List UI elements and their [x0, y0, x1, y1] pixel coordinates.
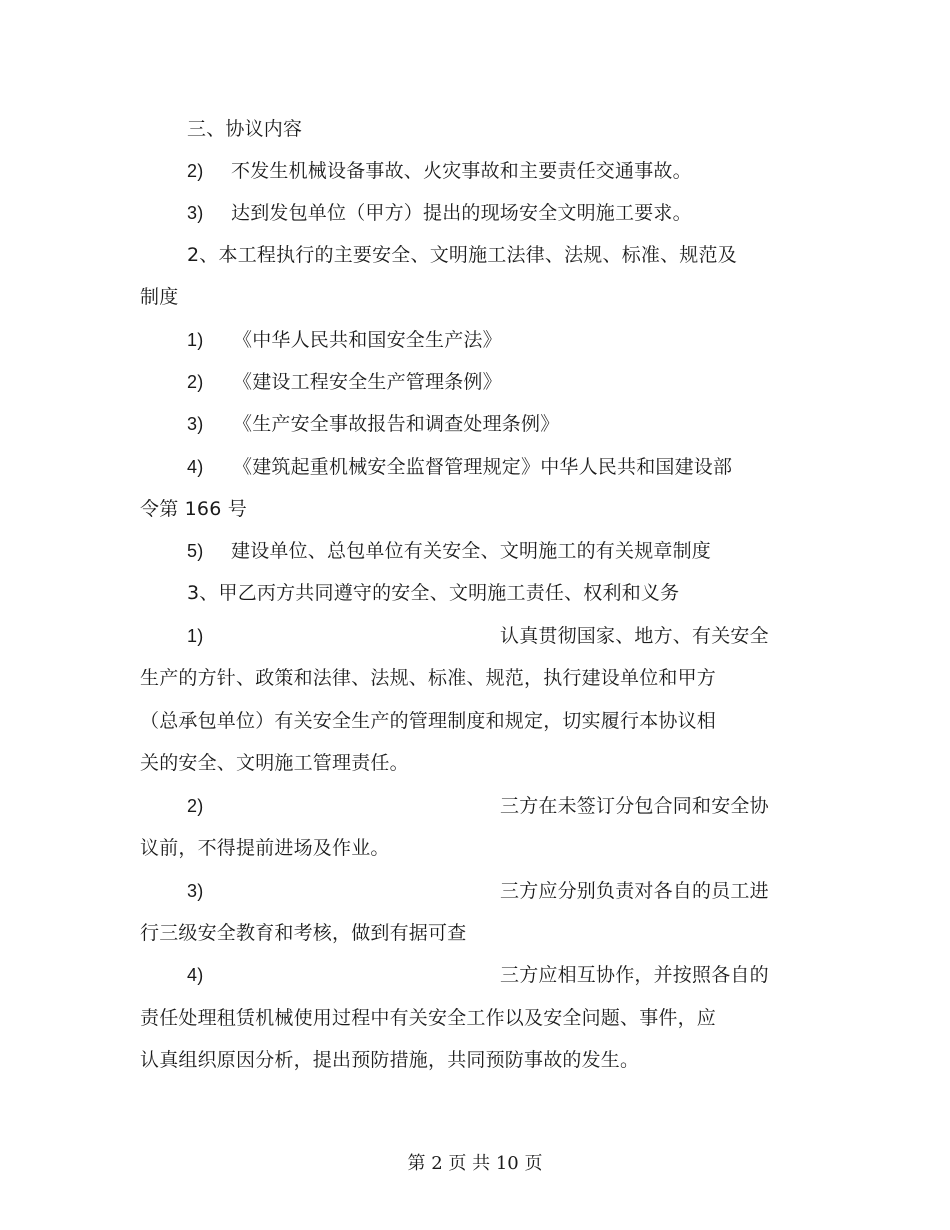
item-number: 4): [187, 457, 204, 477]
item-number: 3): [187, 881, 204, 901]
item-number: 1): [187, 330, 204, 350]
line-text: 达到发包单位（甲方）提出的现场安全文明施工要求。: [231, 202, 692, 224]
paragraph-line: [140, 836, 390, 860]
paragraph-line: [140, 497, 247, 521]
line-text: 《建筑起重机械安全监督管理规定》中华人民共和国建设部: [233, 456, 733, 478]
page-footer: 第 2 页 共 10 页: [407, 1153, 543, 1174]
list-item: [187, 624, 769, 648]
line-text: 《生产安全事故报告和调查处理条例》: [233, 413, 560, 435]
list-item: [187, 963, 769, 987]
line-text: 2、本工程执行的主要安全、文明施工法律、法规、标准、规范及: [187, 244, 737, 266]
section-heading: [187, 117, 302, 141]
line-text: 《中华人民共和国安全生产法》: [233, 329, 502, 351]
paragraph-line: [140, 921, 466, 945]
list-item: [187, 201, 692, 225]
line-text: （总承包单位）有关安全生产的管理制度和规定，切实履行本协议相: [140, 710, 717, 732]
section-heading: [187, 243, 737, 267]
item-number: 3): [187, 203, 204, 223]
list-item: [187, 539, 711, 563]
list-item: [187, 328, 502, 352]
line-text: 认真组织原因分析，提出预防措施，共同预防事故的发生。: [140, 1049, 640, 1071]
line-text: 制度: [140, 286, 179, 308]
list-item: [187, 794, 769, 818]
line-text: 《建设工程安全生产管理条例》: [233, 371, 502, 393]
line-text: 生产的方针、政策和法律、法规、标准、规范，执行建设单位和甲方: [140, 667, 717, 689]
line-text: 责任处理租赁机械使用过程中有关安全工作以及安全问题、事件，应: [140, 1007, 717, 1029]
line-text: 建设单位、总包单位有关安全、文明施工的有关规章制度: [231, 540, 712, 562]
item-number: 2): [187, 796, 204, 816]
line-text: 三方应相互协作，并按照各自的: [500, 964, 769, 986]
paragraph-line: [140, 1048, 639, 1072]
line-text: 不发生机械设备事故、火灾事故和主要责任交通事故。: [231, 160, 692, 182]
paragraph-line: [140, 1006, 716, 1030]
line-text: 认真贯彻国家、地方、有关安全: [500, 625, 769, 647]
item-number: 4): [187, 965, 204, 985]
paragraph-line: [140, 709, 716, 733]
line-text: 议前，不得提前进场及作业。: [140, 837, 390, 859]
item-number: 3): [187, 414, 204, 434]
section-heading: [187, 581, 679, 605]
item-number: 2): [187, 372, 204, 392]
item-number: 5): [187, 541, 204, 561]
line-text: 三、协议内容: [187, 118, 303, 140]
line-text: 3、甲乙丙方共同遵守的安全、文明施工责任、权利和义务: [187, 582, 680, 604]
list-item: [187, 412, 559, 436]
list-item: [187, 159, 692, 183]
item-number: 1): [187, 626, 204, 646]
line-text: 行三级安全教育和考核，做到有据可查: [140, 922, 467, 944]
line-text: 三方在未签订分包合同和安全协: [500, 795, 769, 817]
list-item: [187, 879, 769, 903]
paragraph-line: [140, 666, 716, 690]
line-text: 关的安全、文明施工管理责任。: [140, 752, 409, 774]
paragraph-line: [140, 285, 178, 309]
line-text: 三方应分别负责对各自的员工进: [500, 880, 769, 902]
list-item: [187, 370, 502, 394]
paragraph-line: [140, 751, 409, 775]
item-number: 2): [187, 161, 204, 181]
list-item: [187, 455, 732, 479]
line-text: 令第 166 号: [140, 498, 247, 520]
